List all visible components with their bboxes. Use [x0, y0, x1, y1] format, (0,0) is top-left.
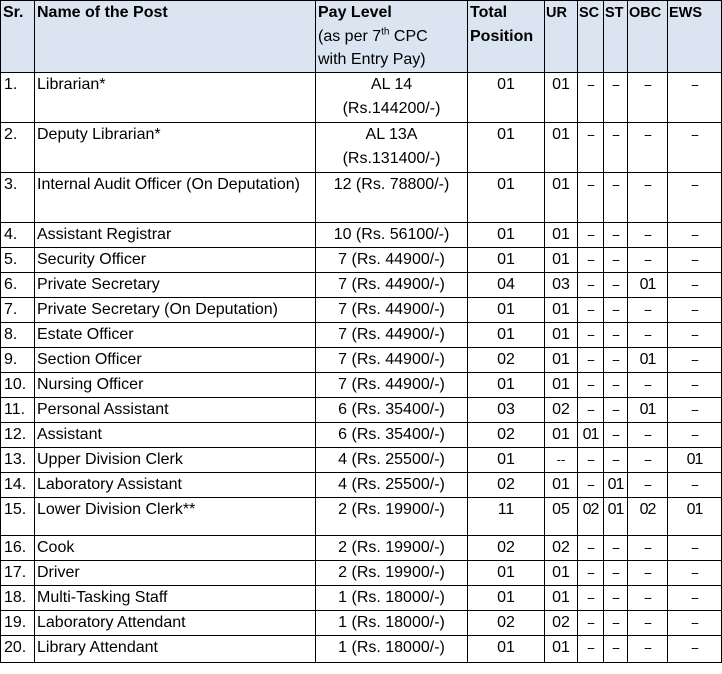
cell-obc: -- — [628, 636, 668, 663]
cell-name: Internal Audit Officer (On Deputation) — [35, 173, 316, 223]
header-pay-sub3: with Entry Pay) — [318, 51, 426, 68]
cell-sc: 01 — [578, 423, 604, 448]
cell-total: 01 — [468, 173, 545, 223]
cell-sr: 6. — [1, 273, 35, 298]
cell-name: Private Secretary (On Deputation) — [35, 298, 316, 323]
cell-total: 01 — [468, 248, 545, 273]
cell-ur: 01 — [545, 248, 578, 273]
cell-total: 01 — [468, 586, 545, 611]
pay-level-line1: 7 (Rs. 44900/-) — [338, 351, 445, 368]
table-row — [1, 373, 722, 398]
cell-sr: 1. — [1, 73, 35, 123]
pay-level-line1: 2 (Rs. 19900/-) — [338, 501, 445, 518]
cell-obc: -- — [628, 448, 668, 473]
cell-ews: -- — [668, 536, 722, 561]
cell-pay-level — [316, 173, 468, 223]
cell-obc: -- — [628, 323, 668, 348]
table-row — [1, 473, 722, 498]
cell-st: -- — [604, 323, 628, 348]
cell-name: Multi-Tasking Staff — [35, 586, 316, 611]
table-row — [1, 348, 722, 373]
cell-sr: 19. — [1, 611, 35, 636]
header-ews: EWS — [668, 1, 722, 73]
pay-level-line1: 4 (Rs. 25500/-) — [338, 476, 445, 493]
cell-ews: -- — [668, 586, 722, 611]
table-row — [1, 223, 722, 248]
cell-pay-level — [316, 273, 468, 298]
cell-sr: 2. — [1, 123, 35, 173]
cell-obc: -- — [628, 536, 668, 561]
cell-sr: 17. — [1, 561, 35, 586]
cell-name: Estate Officer — [35, 323, 316, 348]
cell-sc: -- — [578, 561, 604, 586]
cell-obc: -- — [628, 123, 668, 173]
table-row — [1, 298, 722, 323]
table-row — [1, 448, 722, 473]
cell-sc: -- — [578, 473, 604, 498]
cell-ur: 01 — [545, 561, 578, 586]
cell-pay-level — [316, 223, 468, 248]
cell-sr: 11. — [1, 398, 35, 423]
cell-st: -- — [604, 223, 628, 248]
pay-level-line2: (Rs.131400/-) — [342, 150, 441, 167]
table-row — [1, 123, 722, 173]
cell-ews: -- — [668, 398, 722, 423]
cell-total: 01 — [468, 373, 545, 398]
cell-total: 01 — [468, 561, 545, 586]
cell-name: Section Officer — [35, 348, 316, 373]
cell-ews: -- — [668, 223, 722, 248]
cell-name: Cook — [35, 536, 316, 561]
cell-sr: 16. — [1, 536, 35, 561]
cell-total: 04 — [468, 273, 545, 298]
cell-total: 02 — [468, 536, 545, 561]
cell-sr: 20. — [1, 636, 35, 663]
cell-total: 01 — [468, 448, 545, 473]
pay-level-line1: 12 (Rs. 78800/-) — [333, 176, 450, 193]
cell-obc: 01 — [628, 273, 668, 298]
cell-ews: -- — [668, 373, 722, 398]
pay-level-line1: 1 (Rs. 18000/-) — [338, 614, 445, 631]
cell-ews: -- — [668, 323, 722, 348]
pay-level-line1: 7 (Rs. 44900/-) — [338, 326, 445, 343]
cell-ur: 03 — [545, 273, 578, 298]
cell-total: 01 — [468, 123, 545, 173]
cell-sr: 7. — [1, 298, 35, 323]
header-pay-sub2: CPC — [389, 28, 428, 45]
cell-sr: 10. — [1, 373, 35, 398]
cell-obc: 02 — [628, 498, 668, 536]
cell-ews: -- — [668, 248, 722, 273]
cell-sr: 8. — [1, 323, 35, 348]
cell-sr: 13. — [1, 448, 35, 473]
cell-sr: 15. — [1, 498, 35, 536]
cell-obc: -- — [628, 423, 668, 448]
cell-sc: -- — [578, 398, 604, 423]
cell-st: -- — [604, 611, 628, 636]
pay-level-line1: AL 14 — [370, 76, 413, 93]
cell-obc: -- — [628, 248, 668, 273]
cell-sc: 02 — [578, 498, 604, 536]
cell-obc: -- — [628, 473, 668, 498]
cell-total: 01 — [468, 73, 545, 123]
header-pay-sub — [318, 25, 465, 48]
cell-total: 03 — [468, 398, 545, 423]
cell-total: 11 — [468, 498, 545, 536]
cell-name: Laboratory Assistant — [35, 473, 316, 498]
cell-st: -- — [604, 373, 628, 398]
cell-ur: 01 — [545, 636, 578, 663]
cell-ur: 01 — [545, 123, 578, 173]
cell-total: 01 — [468, 636, 545, 663]
cell-obc: -- — [628, 298, 668, 323]
cell-sr: 4. — [1, 223, 35, 248]
cell-pay-level — [316, 473, 468, 498]
cell-st: -- — [604, 298, 628, 323]
cell-ews: -- — [668, 273, 722, 298]
cell-obc: -- — [628, 586, 668, 611]
cell-ur: 01 — [545, 173, 578, 223]
cell-ur: 01 — [545, 373, 578, 398]
pay-level-line1: 2 (Rs. 19900/-) — [338, 539, 445, 556]
pay-level-line1: 4 (Rs. 25500/-) — [338, 451, 445, 468]
pay-level-line2: (Rs.144200/-) — [342, 100, 441, 117]
cell-ews: -- — [668, 173, 722, 223]
cell-st: -- — [604, 536, 628, 561]
pay-level-line1: 7 (Rs. 44900/-) — [338, 276, 445, 293]
cell-total: 01 — [468, 323, 545, 348]
header-obc: OBC — [628, 1, 668, 73]
cell-name: Librarian* — [35, 73, 316, 123]
cell-ews: 01 — [668, 498, 722, 536]
cell-st: -- — [604, 561, 628, 586]
cell-sc: -- — [578, 636, 604, 663]
cell-sc: -- — [578, 298, 604, 323]
cell-sc: -- — [578, 348, 604, 373]
header-pay-title: Pay Level — [318, 4, 392, 21]
cell-st: -- — [604, 636, 628, 663]
cell-st: -- — [604, 423, 628, 448]
cell-ur: 01 — [545, 586, 578, 611]
cell-pay-level — [316, 498, 468, 536]
pay-level-line1: 10 (Rs. 56100/-) — [333, 226, 450, 243]
cell-ur: 02 — [545, 536, 578, 561]
table-row — [1, 636, 722, 663]
cell-ews: 01 — [668, 448, 722, 473]
cell-name: Security Officer — [35, 248, 316, 273]
pay-level-line1: 1 (Rs. 18000/-) — [338, 639, 445, 656]
cell-ews: -- — [668, 636, 722, 663]
cell-obc: -- — [628, 561, 668, 586]
cell-ews: -- — [668, 611, 722, 636]
table-row — [1, 323, 722, 348]
cell-sc: -- — [578, 248, 604, 273]
cell-total: 02 — [468, 423, 545, 448]
header-pay-level — [316, 1, 468, 73]
cell-st: -- — [604, 273, 628, 298]
cell-pay-level — [316, 423, 468, 448]
cell-pay-level — [316, 248, 468, 273]
cell-st: -- — [604, 123, 628, 173]
table-row — [1, 536, 722, 561]
pay-level-line1: AL 13A — [365, 126, 418, 143]
header-pay-sup: th — [381, 26, 390, 38]
cell-ur: 02 — [545, 611, 578, 636]
cell-st: -- — [604, 398, 628, 423]
cell-name: Private Secretary — [35, 273, 316, 298]
cell-ur: 01 — [545, 73, 578, 123]
cell-name: Personal Assistant — [35, 398, 316, 423]
cell-sc: -- — [578, 448, 604, 473]
cell-st: -- — [604, 173, 628, 223]
cell-sr: 14. — [1, 473, 35, 498]
cell-pay-level — [316, 536, 468, 561]
cell-ews: -- — [668, 123, 722, 173]
cell-ews: -- — [668, 423, 722, 448]
cell-ews: -- — [668, 348, 722, 373]
cell-sc: -- — [578, 586, 604, 611]
cell-pay-level — [316, 373, 468, 398]
cell-obc: -- — [628, 223, 668, 248]
cell-total: 01 — [468, 223, 545, 248]
cell-name: Driver — [35, 561, 316, 586]
pay-level-line1: 7 (Rs. 44900/-) — [338, 376, 445, 393]
header-total-line1: Total — [470, 4, 508, 21]
cell-pay-level — [316, 123, 468, 173]
table-row — [1, 173, 722, 223]
cell-name: Library Attendant — [35, 636, 316, 663]
table-row — [1, 611, 722, 636]
cell-sc: -- — [578, 273, 604, 298]
header-row — [1, 1, 722, 73]
cell-total: 02 — [468, 348, 545, 373]
cell-sc: -- — [578, 536, 604, 561]
cell-name: Deputy Librarian* — [35, 123, 316, 173]
cell-st: 01 — [604, 498, 628, 536]
cell-ur: 02 — [545, 398, 578, 423]
table-row — [1, 398, 722, 423]
cell-sr: 18. — [1, 586, 35, 611]
cell-ur: 01 — [545, 223, 578, 248]
header-total — [468, 1, 545, 73]
cell-st: -- — [604, 586, 628, 611]
cell-pay-level — [316, 586, 468, 611]
cell-total: 01 — [468, 298, 545, 323]
cell-name: Assistant — [35, 423, 316, 448]
cell-st: -- — [604, 448, 628, 473]
cell-name: Nursing Officer — [35, 373, 316, 398]
cell-sc: -- — [578, 323, 604, 348]
cell-obc: -- — [628, 373, 668, 398]
cell-sc: -- — [578, 73, 604, 123]
cell-total: 02 — [468, 611, 545, 636]
cell-pay-level — [316, 448, 468, 473]
cell-sr: 3. — [1, 173, 35, 223]
table-row — [1, 498, 722, 536]
cell-sc: -- — [578, 223, 604, 248]
cell-ur: 01 — [545, 298, 578, 323]
table-body — [1, 73, 722, 663]
cell-st: -- — [604, 348, 628, 373]
pay-level-line1: 7 (Rs. 44900/-) — [338, 251, 445, 268]
cell-name: Assistant Registrar — [35, 223, 316, 248]
header-total-line2: Position — [470, 28, 534, 45]
cell-pay-level — [316, 561, 468, 586]
cell-pay-level — [316, 636, 468, 663]
cell-ews: -- — [668, 298, 722, 323]
pay-level-line1: 2 (Rs. 19900/-) — [338, 564, 445, 581]
cell-ur: 01 — [545, 473, 578, 498]
table-row — [1, 73, 722, 123]
cell-pay-level — [316, 298, 468, 323]
cell-pay-level — [316, 323, 468, 348]
cell-total: 02 — [468, 473, 545, 498]
header-sr: Sr. — [1, 1, 35, 73]
pay-level-line1: 1 (Rs. 18000/-) — [338, 589, 445, 606]
cell-pay-level — [316, 73, 468, 123]
cell-st: 01 — [604, 473, 628, 498]
cell-pay-level — [316, 348, 468, 373]
header-name: Name of the Post — [35, 1, 316, 73]
cell-obc: -- — [628, 611, 668, 636]
cell-obc: -- — [628, 73, 668, 123]
cell-ur: 01 — [545, 423, 578, 448]
pay-level-line1: 7 (Rs. 44900/-) — [338, 301, 445, 318]
cell-obc: 01 — [628, 348, 668, 373]
cell-ews: -- — [668, 73, 722, 123]
cell-sr: 9. — [1, 348, 35, 373]
cell-sr: 5. — [1, 248, 35, 273]
cell-ews: -- — [668, 561, 722, 586]
cell-name: Lower Division Clerk** — [35, 498, 316, 536]
pay-level-line1: 6 (Rs. 35400/-) — [338, 401, 445, 418]
cell-pay-level — [316, 611, 468, 636]
cell-sc: -- — [578, 373, 604, 398]
table-row — [1, 248, 722, 273]
header-ur: UR — [545, 1, 578, 73]
cell-sc: -- — [578, 611, 604, 636]
cell-obc: 01 — [628, 398, 668, 423]
table-row — [1, 561, 722, 586]
cell-obc: -- — [628, 173, 668, 223]
header-st: ST — [604, 1, 628, 73]
cell-st: -- — [604, 248, 628, 273]
cell-name: Laboratory Attendant — [35, 611, 316, 636]
cell-sr: 12. — [1, 423, 35, 448]
cell-sc: -- — [578, 123, 604, 173]
header-pay-sub1: (as per 7 — [318, 28, 382, 45]
cell-ur: 01 — [545, 323, 578, 348]
header-sc: SC — [578, 1, 604, 73]
cell-st: -- — [604, 73, 628, 123]
cell-sc: -- — [578, 173, 604, 223]
cell-ur: -- — [545, 448, 578, 473]
cell-name: Upper Division Clerk — [35, 448, 316, 473]
table-row — [1, 423, 722, 448]
cell-ur: 01 — [545, 348, 578, 373]
pay-level-line1: 6 (Rs. 35400/-) — [338, 426, 445, 443]
cell-ur: 05 — [545, 498, 578, 536]
table-row — [1, 273, 722, 298]
table-row — [1, 586, 722, 611]
cell-pay-level — [316, 398, 468, 423]
cell-ews: -- — [668, 473, 722, 498]
